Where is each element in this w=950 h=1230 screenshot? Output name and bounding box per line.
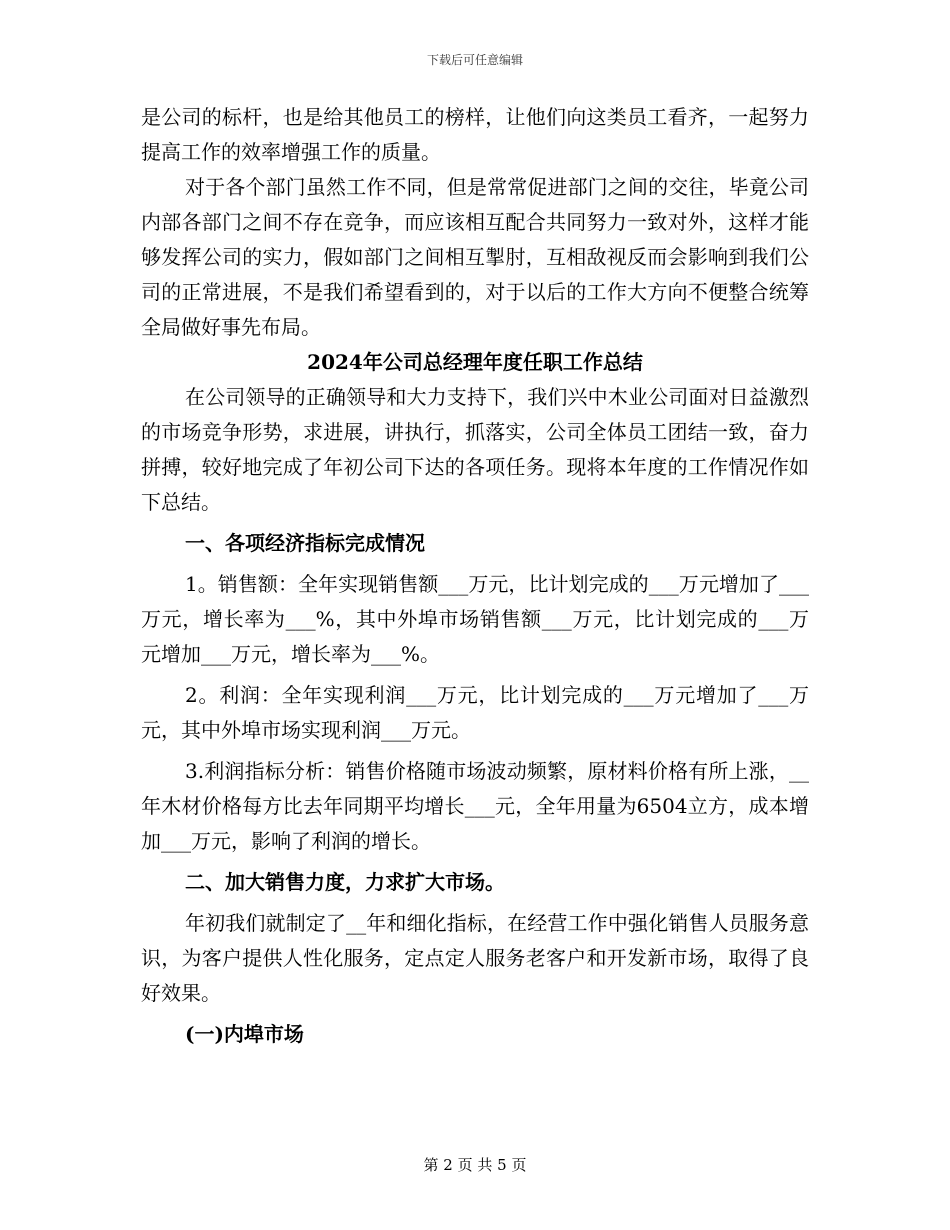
document-body xyxy=(141,100,809,1052)
list-item-profit-analysis: 3.利润指标分析：销售价格随市场波动频繁，原材料价格有所上涨，__年木材价格每方比去年同期平均增长___元，全年用量为6504立方，成本增加___万元，影响了利润的增长。 xyxy=(141,759,809,853)
paragraph-sales-plan: 年初我们就制定了__年和细化指标，在经营工作中强化销售人员服务意识，为客户提供人性化服务，定点定人服务老客户和开发新市场，取得了良好效果。 xyxy=(141,911,809,1005)
document-title: 2024年公司总经理年度任职工作总结 xyxy=(307,350,643,374)
paragraph-continuation: 是公司的标杆，也是给其他员工的榜样，让他们向这类员工看齐，一起努力提高工作的效率增强工作的质量。 xyxy=(141,105,809,164)
section-heading-sales-effort: 二、加大销售力度，力求扩大市场。 xyxy=(185,870,505,894)
page-footer: 第 2 页 共 5 页 xyxy=(423,1156,527,1174)
subsection-heading-local-market: (一)内埠市场 xyxy=(185,1022,304,1046)
list-item-profit: 2。利润：全年实现利润___万元，比计划完成的___万元增加了___万元，其中外埠市场实现利润___万元。 xyxy=(141,683,809,742)
section-heading-economic-indicators: 一、各项经济指标完成情况 xyxy=(185,531,425,555)
paragraph-departments: 对于各个部门虽然工作不同，但是常常促进部门之间的交往，毕竟公司内部各部门之间不存在竞争，而应该相互配合共同努力一致对外，这样才能够发挥公司的实力，假如部门之间相互掣肘，互相敌视反而会影响到我们公司的正常进展，不是我们希望看到的，对于以后的工作大方向不便整合统筹全局做好事先布局。 xyxy=(141,175,809,339)
list-item-sales: 1。销售额：全年实现销售额___万元，比计划完成的___万元增加了___万元，增长率为___%，其中外埠市场销售额___万元，比计划完成的___万元增加___万元，增长率为___%。 xyxy=(141,572,809,666)
paragraph-intro: 在公司领导的正确领导和大力支持下，我们兴中木业公司面对日益激烈的市场竞争形势，求进展，讲执行，抓落实，公司全体员工团结一致，奋力拼搏，较好地完成了年初公司下达的各项任务。现将本年度的工作情况作如下总结。 xyxy=(141,385,809,514)
page-header: 下载后可任意编辑 xyxy=(426,53,523,67)
